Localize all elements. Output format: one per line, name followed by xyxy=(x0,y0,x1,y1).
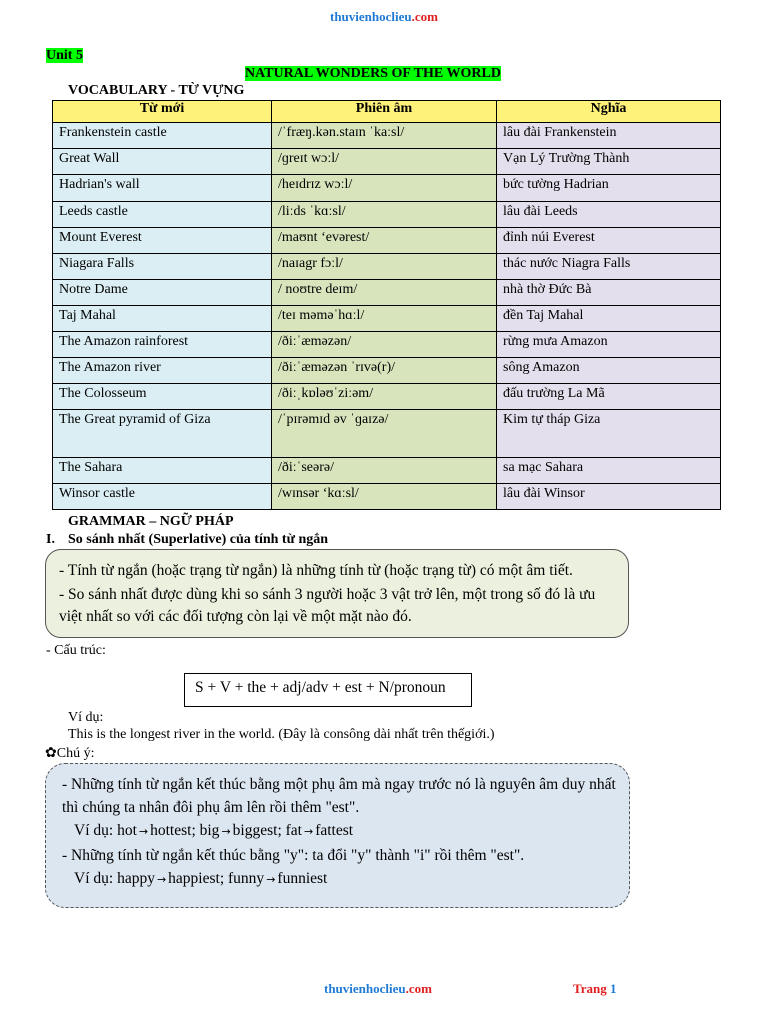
footer-site: thuvienhoclieu.com xyxy=(324,981,432,996)
meaning-cell: sông Amazon xyxy=(497,358,721,384)
page-number: Trang 1 xyxy=(573,981,617,996)
meaning-cell: bức tường Hadrian xyxy=(497,175,721,202)
table-row xyxy=(53,280,721,306)
example-line: Ví dụ: hot → hottest; big → biggest; fat → fattest xyxy=(74,822,354,839)
table-row xyxy=(53,458,721,484)
grammar-heading: GRAMMAR – NGỮ PHÁP xyxy=(68,514,234,529)
meaning-cell: lâu đài Leeds xyxy=(497,202,721,228)
table-row xyxy=(53,202,721,228)
arrow-icon: → xyxy=(221,825,231,838)
meaning-cell: Vạn Lý Trường Thành xyxy=(497,149,721,175)
example-label: Ví dụ: xyxy=(68,710,104,725)
phonetic-cell: /wɪnsər ‘kɑːsl/ xyxy=(272,484,497,510)
meaning-cell: nhà thờ Đức Bà xyxy=(497,280,721,306)
word-cell: The Sahara xyxy=(53,458,272,484)
table-row xyxy=(53,254,721,280)
word-cell: Mount Everest xyxy=(53,228,272,254)
phonetic-cell: /teɪ məməˈhɑːl/ xyxy=(272,306,497,332)
site-name: thuvienhoclieu xyxy=(330,9,412,24)
meaning-cell: sa mạc Sahara xyxy=(497,458,721,484)
example-sentence: This is the longest river in the world. (Đây là consông dài nhất trên thếgiới.) xyxy=(68,727,495,742)
table-row xyxy=(53,484,721,510)
example-line: Ví dụ: happy → happiest; funny → funniest xyxy=(74,870,328,887)
phonetic-cell: /ˈfræŋ.kən.staɪn ˈkaːsl/ xyxy=(272,123,497,149)
definition-line: - Tính từ ngắn (hoặc trạng từ ngắn) là những tính từ (hoặc trạng từ) có một âm tiết. xyxy=(59,562,573,579)
word-cell: Winsor castle xyxy=(53,484,272,510)
note-label: ✿Chú ý: xyxy=(45,746,95,761)
meaning-cell: đấu trường La Mã xyxy=(497,384,721,410)
phonetic-cell: /ðiːˈæməzən ˈrɪvə(r)/ xyxy=(272,358,497,384)
word-cell: The Colosseum xyxy=(53,384,272,410)
phonetic-cell: /ðiːˈseərə/ xyxy=(272,458,497,484)
vocabulary-heading: VOCABULARY - TỪ VỰNG xyxy=(68,83,245,98)
meaning-cell: Kim tự tháp Giza xyxy=(497,410,721,458)
word-cell: Hadrian's wall xyxy=(53,175,272,202)
table-row xyxy=(53,123,721,149)
rule-text: - Những tính từ ngắn kết thúc bằng "y": ta đổi "y" thành "i" rồi thêm "est". xyxy=(62,846,525,864)
table-row xyxy=(53,149,721,175)
rule-text: - Những tính từ ngắn kết thúc bằng một phụ âm mà ngay trước nó là nguyên âm duy nhất thì chúng ta nhân đôi phụ âm lên rồi thêm "est". xyxy=(62,776,616,816)
phonetic-cell: /ɡreɪt wɔːl/ xyxy=(272,149,497,175)
table-row xyxy=(53,175,721,202)
vocabulary-table xyxy=(52,100,721,510)
example-label: Ví dụ: xyxy=(74,822,114,839)
table-header-row xyxy=(53,101,721,123)
meaning-cell: rừng mưa Amazon xyxy=(497,332,721,358)
table-row xyxy=(53,228,721,254)
arrow-icon: → xyxy=(138,825,149,838)
table-row xyxy=(53,306,721,332)
unit-label: Unit 5 xyxy=(46,48,83,63)
example-label: Ví dụ: xyxy=(74,870,114,887)
word-cell: The Amazon rainforest xyxy=(53,332,272,358)
word-cell: Frankenstein castle xyxy=(53,123,272,149)
word-cell: The Amazon river xyxy=(53,358,272,384)
word-cell: Taj Mahal xyxy=(53,306,272,332)
word-cell: Leeds castle xyxy=(53,202,272,228)
phonetic-cell: /liːds ˈkɑːsl/ xyxy=(272,202,497,228)
word-cell: Notre Dame xyxy=(53,280,272,306)
phonetic-cell: /ˈpɪrəmɪd əv ˈɡaɪzə/ xyxy=(272,410,497,458)
phonetic-cell: /heɪdrɪz wɔːl/ xyxy=(272,175,497,202)
column-header: Phiên âm xyxy=(272,101,497,123)
table-row xyxy=(53,358,721,384)
section-number: I. xyxy=(46,532,55,547)
phonetic-cell: / noʊtre deɪm/ xyxy=(272,280,497,306)
section-title: So sánh nhất (Superlative) của tính từ ngắn xyxy=(68,532,329,547)
arrow-icon: → xyxy=(303,825,314,838)
table-row xyxy=(53,332,721,358)
meaning-cell: lâu đài Winsor xyxy=(497,484,721,510)
site-domain: .com xyxy=(411,9,438,24)
meaning-cell: đền Taj Mahal xyxy=(497,306,721,332)
phonetic-cell: /maʊnt ‘evərest/ xyxy=(272,228,497,254)
column-header: Nghĩa xyxy=(497,101,721,123)
lesson-title: NATURAL WONDERS OF THE WORLD xyxy=(245,66,501,81)
table-row xyxy=(53,384,721,410)
meaning-cell: lâu đài Frankenstein xyxy=(497,123,721,149)
word-cell: Great Wall xyxy=(53,149,272,175)
column-header: Từ mới xyxy=(53,101,272,123)
definition-line: - So sánh nhất được dùng khi so sánh 3 người hoặc 3 vật trở lên, một trong số đó là ưu việt nhất so với các đối tượng còn lại về một mặt nào đó. xyxy=(59,586,596,625)
structure-label: - Cấu trúc: xyxy=(46,643,106,658)
word-cell: Niagara Falls xyxy=(53,254,272,280)
arrow-icon: → xyxy=(156,873,167,886)
meaning-cell: đỉnh núi Everest xyxy=(497,228,721,254)
definition-box xyxy=(45,549,629,638)
phonetic-cell: /ðiːˌkɒləʊˈziːəm/ xyxy=(272,384,497,410)
word-cell: The Great pyramid of Giza xyxy=(53,410,272,458)
meaning-cell: thác nước Niagra Falls xyxy=(497,254,721,280)
formula-box: S + V + the + adj/adv + est + N/pronoun xyxy=(184,673,472,707)
arrow-icon: → xyxy=(266,873,276,886)
site-header xyxy=(0,9,768,25)
phonetic-cell: /naɪagr fɔːl/ xyxy=(272,254,497,280)
section-heading xyxy=(46,532,328,548)
phonetic-cell: /ðiːˈæməzən/ xyxy=(272,332,497,358)
note-box xyxy=(45,763,630,908)
table-row xyxy=(53,410,721,458)
